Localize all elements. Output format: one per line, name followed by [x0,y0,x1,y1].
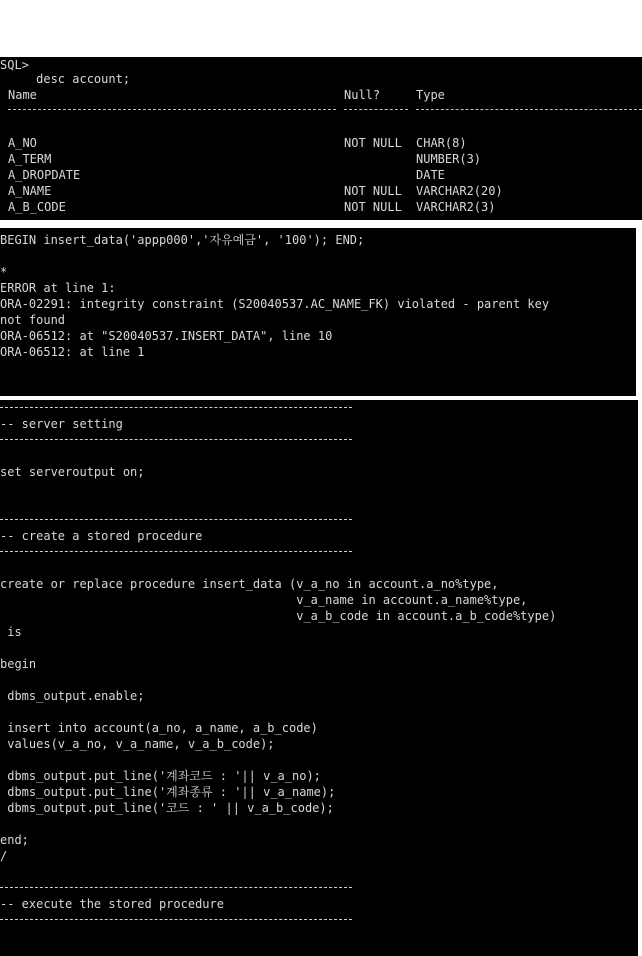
error-line: ERROR at line 1: [0,281,116,295]
code-line: / [0,849,8,863]
desc-row-type: VARCHAR2(20) [416,184,503,198]
code-line: end; [0,833,29,847]
comment-server-setting: -- server setting [0,417,123,431]
comment-rule [0,919,352,921]
desc-row-null: NOT NULL [344,184,402,198]
desc-row-name: A_NAME [8,184,52,198]
error-line: ORA-06512: at "S20040537.INSERT_DATA", line 10 [0,329,333,343]
desc-row-null: NOT NULL [344,136,402,150]
code-line: dbms_output.put_line('계좌종류 : '|| v_a_name); [0,785,336,799]
code-line: values(v_a_no, v_a_name, v_a_b_code); [0,737,275,751]
error-line: BEGIN insert_data('appp000','자유예금', '100'); END; [0,233,365,247]
desc-row-name: A_TERM [8,152,52,166]
script-panel [0,400,638,956]
desc-row-type: VARCHAR2(3) [416,200,496,214]
serveroutput-line: set serveroutput on; [0,465,145,479]
column-header-null: Null? [344,88,381,102]
comment-execute-procedure: -- execute the stored procedure [0,897,224,911]
desc-row-name: A_DROPDATE [8,168,81,182]
error-line: * [0,265,8,279]
code-line: is [0,625,22,639]
column-header-type: Type [416,88,445,102]
code-line: dbms_output.put_line('계좌코드 : '|| v_a_no); [0,769,321,783]
comment-rule [0,519,352,521]
header-divider-name [8,109,336,111]
desc-row-type: CHAR(8) [416,136,467,150]
code-line: dbms_output.enable; [0,689,145,703]
comment-rule [0,439,352,441]
comment-rule [0,407,352,409]
code-line: begin [0,657,37,671]
desc-row-null: NOT NULL [344,200,402,214]
header-divider-type [416,109,642,111]
desc-output-panel [0,57,642,220]
error-line: ORA-06512: at line 1 [0,345,145,359]
comment-rule [0,887,352,889]
code-line: insert into account(a_no, a_name, a_b_code) [0,721,318,735]
comment-rule [0,551,352,553]
desc-row-type: DATE [416,168,445,182]
comment-create-procedure: -- create a stored procedure [0,529,203,543]
code-line: v_a_name in account.a_name%type, [0,593,528,607]
column-header-name: Name [8,88,37,102]
desc-row-name: A_NO [8,136,37,150]
code-line: dbms_output.put_line('코드 : ' || v_a_b_code); [0,801,334,815]
header-divider-null [344,109,408,111]
desc-command: desc account; [0,72,131,86]
error-output-panel [0,228,636,396]
error-line: not found [0,313,66,327]
code-line: create or replace procedure insert_data (v_a_no in account.a_no%type, [0,577,499,591]
desc-row-type: NUMBER(3) [416,152,482,166]
desc-row-name: A_B_CODE [8,200,66,214]
code-line: v_a_b_code in account.a_b_code%type) [0,609,557,623]
error-line: ORA-02291: integrity constraint (S20040537.AC_NAME_FK) violated - parent key [0,297,550,311]
sql-prompt: SQL> [0,58,29,72]
